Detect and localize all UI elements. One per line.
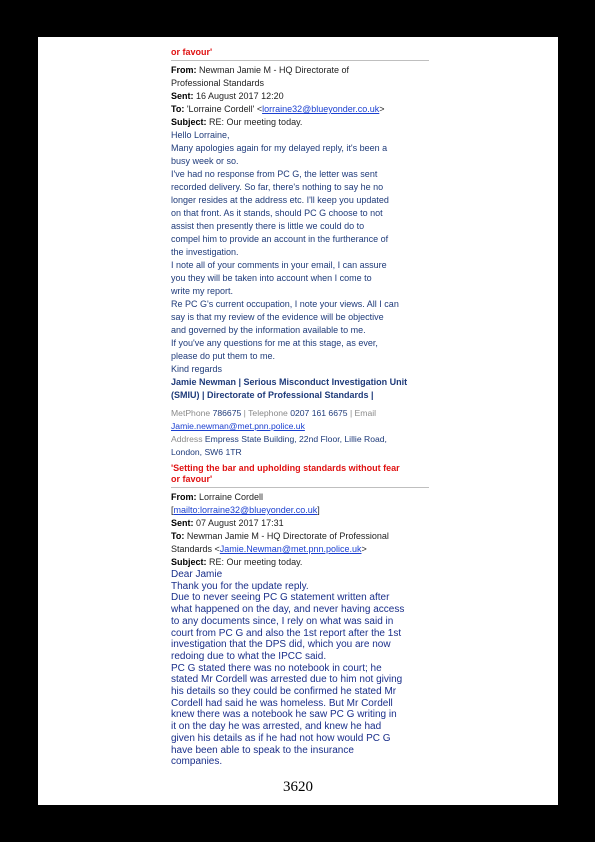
page-number: 3620 — [283, 779, 313, 795]
to-value: 'Lorraine Cordell' < — [186, 104, 263, 114]
divider — [171, 60, 429, 61]
telephone-value: 0207 161 6675 — [290, 408, 348, 418]
body-line: it on the day he was arrested, and knew he had — [171, 721, 382, 733]
from-label: From: — [171, 65, 197, 75]
body-line: have been able to speak to the insurance — [171, 744, 354, 756]
body-line: you they will be taken into account when I come to — [171, 273, 372, 283]
body-line: Thank you for the update reply. — [171, 580, 309, 592]
body-line: say is that my review of the evidence will be objective — [171, 312, 384, 322]
original-header — [171, 491, 429, 569]
to-email-link[interactable]: lorraine32@blueyonder.co.uk — [262, 104, 380, 114]
body-line: stated Mr Cordell was arrested due to him not giving — [171, 674, 403, 686]
body-line: assist then presently there is little we could do to — [171, 221, 365, 231]
signature-email-link[interactable]: Jamie.newman@met.pnn.police.uk — [171, 421, 305, 431]
sent-label: Sent: — [171, 91, 194, 101]
body-line: Dear Jamie — [171, 569, 223, 580]
body-line: his details so they could be confirmed he stated Mr — [171, 686, 397, 698]
body-line: companies. — [171, 756, 223, 768]
mailto-link[interactable]: mailto:lorraine32@blueyonder.co.uk — [173, 505, 318, 515]
orig-to-close: > — [361, 544, 367, 554]
body-line: court from PC G and also the 1st report after the 1st — [171, 627, 402, 639]
divider — [171, 487, 429, 488]
body-line: Cordell had said he was homeless. But Mr Cordell — [171, 697, 393, 709]
body-line: knew there was a notebook he saw PC G writing in — [171, 709, 397, 721]
body-line: Many apologies again for my delayed reply, it's been a — [171, 143, 388, 153]
address-line-1: Empress State Building, 22nd Floor, Lillie Road, — [204, 434, 387, 444]
address-line-2: London, SW6 1TR — [171, 447, 242, 457]
subject-label: Subject: — [171, 117, 207, 127]
orig-sent-value: 07 August 2017 17:31 — [196, 518, 284, 528]
body-line: what happened on the day, and never having access — [171, 604, 405, 616]
body-line: given his details as if he had not how would PC G — [171, 732, 391, 744]
mailto-close: ] — [317, 505, 320, 515]
body-line: on that front. As it stands, should PC G choose to not — [171, 208, 383, 218]
motto-line-1: 'Setting the bar and upholding standards without fear — [171, 463, 400, 473]
email-thread — [171, 47, 429, 768]
motto-tail: or favour' — [171, 47, 213, 57]
email-label: | Email — [349, 408, 377, 418]
orig-subject-value: RE: Our meeting today. — [209, 557, 303, 567]
orig-from-label: From: — [171, 492, 197, 502]
motto-line-2: or favour' — [171, 474, 213, 484]
orig-to-email-link[interactable]: Jamie.Newman@met.pnn.police.uk — [219, 544, 362, 554]
to-close: > — [379, 104, 385, 114]
reply-body — [171, 129, 429, 376]
body-line: Kind regards — [171, 364, 223, 374]
from-value-cont: Professional Standards — [171, 78, 265, 88]
signature-name-cont: (SMIU) | Directorate of Professional Standards | — [171, 390, 374, 400]
body-line: If you've any questions for me at this stage, as ever, — [171, 338, 378, 348]
body-line: longer resides at the address etc. I'll keep you updated — [171, 195, 389, 205]
original-body — [171, 569, 429, 768]
body-line: investigation that the DPS did, which you are now — [171, 639, 391, 651]
body-line: the investigation. — [171, 247, 239, 257]
orig-sent-label: Sent: — [171, 518, 194, 528]
body-line: and governed by the information available to me. — [171, 325, 366, 335]
body-line: Hello Lorraine, — [171, 130, 230, 140]
signature-block — [171, 376, 429, 459]
sent-value: 16 August 2017 12:20 — [196, 91, 284, 101]
to-label: To: — [171, 104, 185, 114]
from-value: Newman Jamie M - HQ Directorate of — [199, 65, 350, 75]
mailto-open: [ — [171, 505, 174, 515]
body-line: recorded delivery. So far, there's nothing to say he no — [171, 182, 384, 192]
orig-to-value-cont: Standards < — [171, 544, 220, 554]
signature-name: Jamie Newman | Serious Misconduct Investigation Unit — [171, 377, 408, 387]
body-line: redoing due to what the IPCC said. — [171, 650, 327, 662]
orig-subject-label: Subject: — [171, 557, 207, 567]
telephone-label: | Telephone — [243, 408, 288, 418]
metphone-label: MetPhone — [171, 408, 211, 418]
body-line: to any documents since, I rely on what was said in — [171, 615, 394, 627]
address-label: Address — [171, 434, 203, 444]
document-page — [38, 37, 558, 805]
body-line: please do put them to me. — [171, 351, 276, 361]
body-line: I've had no response from PC G, the letter was sent — [171, 169, 378, 179]
orig-to-value: Newman Jamie M - HQ Directorate of Professional — [186, 531, 389, 541]
reply-header — [171, 64, 429, 129]
body-line: PC G stated there was no notebook in court; he — [171, 662, 382, 674]
body-line: Due to never seeing PC G statement written after — [171, 592, 390, 604]
orig-from-value: Lorraine Cordell — [199, 492, 264, 502]
body-line: compel him to provide an account in the furtherance of — [171, 234, 389, 244]
subject-value: RE: Our meeting today. — [209, 117, 303, 127]
body-line: busy week or so. — [171, 156, 239, 166]
metphone-value: 786675 — [212, 408, 242, 418]
body-line: I note all of your comments in your email, I can assure — [171, 260, 387, 270]
body-line: Re PC G's current occupation, I note your views. All I can — [171, 299, 399, 309]
orig-to-label: To: — [171, 531, 185, 541]
body-line: write my report. — [171, 286, 234, 296]
